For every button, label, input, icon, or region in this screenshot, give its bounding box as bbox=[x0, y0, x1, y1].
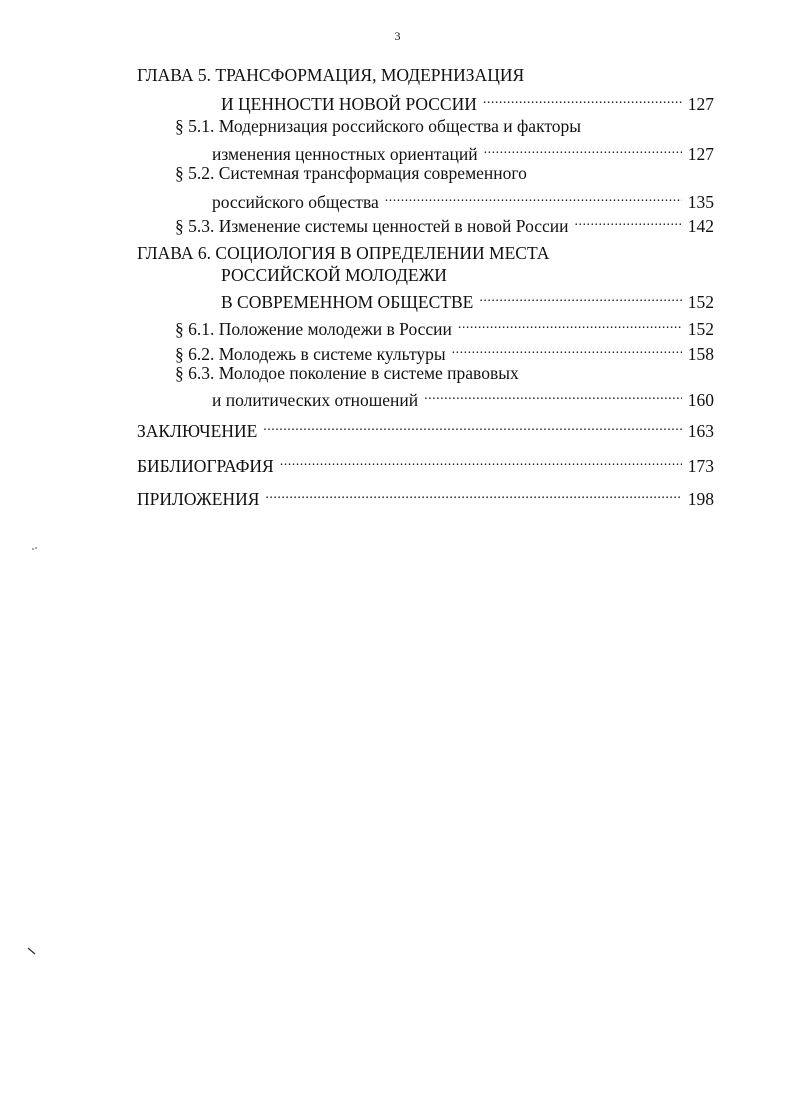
scan-speck-1 bbox=[30, 545, 40, 553]
toc-bibliography-entry[interactable]: БИБЛИОГРАФИЯ ..... 173 bbox=[137, 450, 714, 472]
toc-section-5-3-entry[interactable]: § 5.3. Изменение системы ценностей в новой России ..... 142 bbox=[175, 210, 714, 232]
toc-chapter-5-entry[interactable]: И ЦЕННОСТИ НОВОЙ РОССИИ ..... 127 bbox=[221, 88, 714, 110]
page-ref: 173 bbox=[687, 456, 714, 476]
page-ref: 160 bbox=[687, 390, 714, 410]
leader-dots bbox=[479, 286, 681, 308]
toc-section-6-1-entry[interactable]: § 6.1. Положение молодежи в России ..... 152 bbox=[175, 313, 714, 335]
page-ref: 127 bbox=[687, 144, 714, 164]
page-ref: 127 bbox=[687, 94, 714, 114]
toc-section-6-3-entry[interactable]: и политических отношений ..... 160 bbox=[212, 384, 714, 406]
page-ref: 152 bbox=[687, 319, 714, 339]
scan-speck-2 bbox=[26, 946, 40, 956]
leader-dots bbox=[263, 415, 681, 437]
page-ref: 198 bbox=[687, 489, 714, 509]
toc-section-6-2-entry[interactable]: § 6.2. Молодежь в системе культуры ..... 158 bbox=[175, 338, 714, 360]
toc-chapter-6-entry[interactable]: В СОВРЕМЕННОМ ОБЩЕСТВЕ ..... 152 bbox=[221, 286, 714, 308]
toc-section-5-1-entry[interactable]: изменения ценностных ориентаций ..... 127 bbox=[212, 138, 714, 160]
leader-dots bbox=[385, 186, 682, 208]
page-ref: 142 bbox=[687, 216, 714, 236]
page-ref: 135 bbox=[687, 192, 714, 212]
toc-section-5-2-entry[interactable]: российского общества ..... 135 bbox=[212, 186, 714, 208]
toc-appendices-entry[interactable]: ПРИЛОЖЕНИЯ ..... 198 bbox=[137, 483, 714, 505]
leader-dots bbox=[484, 138, 682, 160]
leader-dots bbox=[452, 338, 682, 360]
page-ref: 163 bbox=[687, 421, 714, 441]
leader-dots bbox=[458, 313, 682, 335]
table-of-contents: ГЛАВА 5. ТРАНСФОРМАЦИЯ, МОДЕРНИЗАЦИЯ И ЦЕННОСТИ НОВОЙ РОССИИ ..... 127 § 5.1. Модернизация российского общества и факторы изменения ценностных ориентаций ..... 127 § 5.2. Системная трансформация современного российского общества ..... 135 § 5.3. Изменение системы ценностей в новой России ..... 142 ГЛАВА 6. СОЦИОЛОГИЯ В ОПРЕДЕЛЕНИИ МЕСТА РОССИЙСКОЙ МОЛОДЕЖИ В СОВРЕМЕННОМ ОБЩЕСТВЕ ..... 152 § 6.1. Положение молодежи в России ..... 152 § 6.2. Молодежь в системе культуры ..... 158 § 6.3. Молодое поколение в системе правовых и политических отношений ..... 160 ЗАКЛЮЧЕНИЕ ..... 163 БИБЛИОГРАФИЯ ..... 173 ПРИЛОЖЕНИЯ ..... 198 bbox=[0, 0, 795, 1103]
toc-conclusion-entry[interactable]: ЗАКЛЮЧЕНИЕ ..... 163 bbox=[137, 415, 714, 437]
leader-dots bbox=[483, 88, 682, 110]
leader-dots bbox=[280, 450, 682, 472]
leader-dots bbox=[575, 210, 682, 232]
page-ref: 158 bbox=[687, 344, 714, 364]
page-number: 3 bbox=[394, 29, 401, 43]
page-ref: 152 bbox=[687, 292, 714, 312]
leader-dots bbox=[424, 384, 682, 406]
leader-dots bbox=[265, 483, 681, 505]
